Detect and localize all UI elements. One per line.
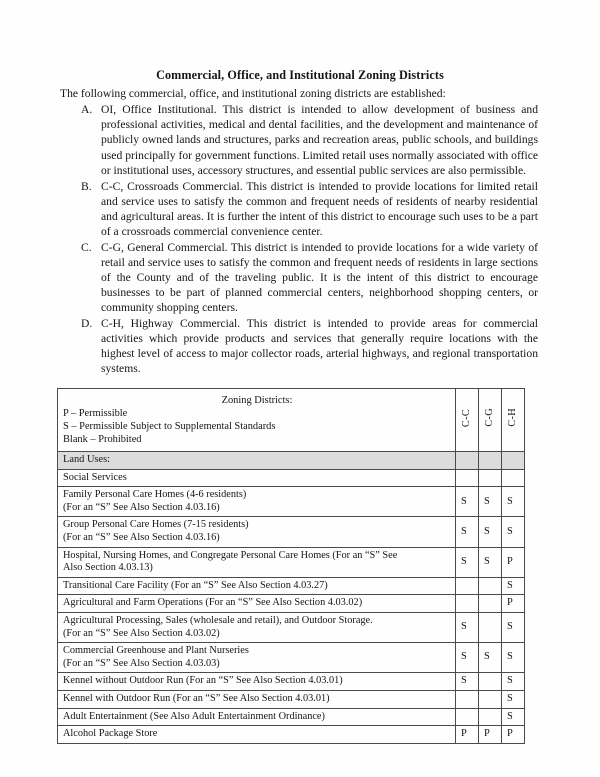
land-use-cell xyxy=(58,690,456,708)
permission-cell-ch: S xyxy=(502,690,525,708)
land-use-cell xyxy=(58,547,456,577)
permission-cell-cg xyxy=(479,708,502,726)
permission-cell-ch: S xyxy=(502,708,525,726)
district-marker: D. xyxy=(81,317,93,331)
permission-cell-cc: S xyxy=(456,613,479,643)
column-header-cg-label: C-G xyxy=(484,408,495,428)
permission-cell-cg: S xyxy=(479,643,502,673)
district-marker: B. xyxy=(81,179,92,193)
column-header-cc xyxy=(456,389,479,452)
header-title: Zoning Districts: xyxy=(221,394,293,406)
table-row xyxy=(58,517,525,547)
permission-cell-cc: S xyxy=(456,643,479,673)
table-row xyxy=(58,613,525,643)
section-cell-ch xyxy=(502,452,525,470)
land-use-cell xyxy=(58,643,456,673)
permission-cell-cg: P xyxy=(479,726,502,744)
land-use-line: (For an “S” See Also Section 4.03.16) xyxy=(63,532,220,544)
section-label: Land Uses: xyxy=(58,452,456,470)
permission-cell-cg: S xyxy=(479,487,502,517)
subsection-cell-cg xyxy=(479,469,502,487)
land-use-cell xyxy=(58,487,456,517)
permission-cell-cc: S xyxy=(456,673,479,691)
district-item xyxy=(60,316,538,376)
permission-cell-ch: S xyxy=(502,517,525,547)
table-row xyxy=(58,577,525,595)
intro-paragraph: The following commercial, office, and institutional zoning districts are established: xyxy=(60,87,446,101)
district-text: OI, Office Institutional. This district is intended to allow development of business and professional activities, medical and dental facilities, and the development and maintenance of publicly owned lands and structures, parks and recreation areas, public schools, and buildings used principally for government functions. Limited retail uses normally associated with office or institutional uses, accessory structures, and essential public services are also permissible. xyxy=(101,103,538,177)
land-use-cell xyxy=(58,726,456,744)
permission-cell-ch: S xyxy=(502,487,525,517)
land-use-line: Adult Entertainment (See Also Adult Entertainment Ordinance) xyxy=(63,710,325,722)
legend-line-p: P – Permissible xyxy=(63,407,128,419)
permission-cell-ch: S xyxy=(502,673,525,691)
land-use-line: Group Personal Care Homes (7-15 residents) xyxy=(63,519,249,531)
subsection-cell-cc xyxy=(456,469,479,487)
permission-cell-cg xyxy=(479,613,502,643)
permission-cell-cc: S xyxy=(456,487,479,517)
permission-cell-cc xyxy=(456,577,479,595)
land-use-line: Agricultural and Farm Operations (For an “S” See Also Section 4.03.02) xyxy=(63,597,363,609)
district-marker: A. xyxy=(81,103,93,117)
land-use-cell xyxy=(58,673,456,691)
permission-cell-ch: S xyxy=(502,613,525,643)
section-row-land-uses xyxy=(58,452,525,470)
district-text: C-G, General Commercial. This district is intended to provide locations for a wide variety of retail and service uses to satisfy the common and frequent needs of residents in large sections of the County and of the traveling public. It is the intent of this district to encourage businesses to be part of planned commercial centers, neighborhood shopping centers, or community shopping centers. xyxy=(101,240,538,315)
subsection-cell-ch xyxy=(502,469,525,487)
district-marker: C. xyxy=(81,240,92,254)
zoning-table xyxy=(57,388,525,744)
land-use-cell xyxy=(58,595,456,613)
land-use-line: (For an “S” See Also Section 4.03.16) xyxy=(63,501,220,513)
permission-cell-cg: S xyxy=(479,547,502,577)
land-use-line: Family Personal Care Homes (4-6 residents) xyxy=(63,489,247,501)
subsection-row-social-services xyxy=(58,469,525,487)
permission-cell-ch: P xyxy=(502,547,525,577)
district-text: C-H, Highway Commercial. This district is intended to provide areas for commercial activities which provide products and services that generally require locations with the highest level of access to major collector roads, arterial highways, and regional transportation systems. xyxy=(101,317,538,376)
permission-cell-cg xyxy=(479,673,502,691)
permission-cell-cg xyxy=(479,577,502,595)
permission-cell-cc: P xyxy=(456,726,479,744)
land-use-line: Transitional Care Facility (For an “S” See Also Section 4.03.27) xyxy=(63,579,328,591)
permission-cell-cc xyxy=(456,708,479,726)
district-item xyxy=(60,240,538,315)
land-use-line: (For an “S” See Also Section 4.03.03) xyxy=(63,657,220,669)
permission-cell-cc xyxy=(456,595,479,613)
permission-cell-ch: S xyxy=(502,643,525,673)
district-item xyxy=(60,179,538,239)
table-row xyxy=(58,547,525,577)
land-use-cell xyxy=(58,517,456,547)
land-use-line: (For an “S” See Also Section 4.03.02) xyxy=(63,627,220,639)
zoning-table-container xyxy=(57,388,524,744)
legend-line-blank: Blank – Prohibited xyxy=(63,434,142,446)
permission-cell-cc: S xyxy=(456,517,479,547)
column-header-ch xyxy=(502,389,525,452)
land-use-line: Kennel without Outdoor Run (For an “S” See Also Section 4.03.01) xyxy=(63,675,343,687)
districts-list xyxy=(0,102,600,376)
column-header-cc-label: C-C xyxy=(461,408,472,427)
table-row xyxy=(58,690,525,708)
permission-cell-ch: P xyxy=(502,726,525,744)
permission-cell-cg xyxy=(479,595,502,613)
legend-line-s: S – Permissible Subject to Supplemental Standards xyxy=(63,421,276,432)
land-use-line: Also Section 4.03.13) xyxy=(63,562,153,574)
table-row xyxy=(58,643,525,673)
land-use-line: Hospital, Nursing Homes, and Congregate Personal Care Homes (For an “S” See xyxy=(63,549,398,561)
land-use-line: Alcohol Package Store xyxy=(63,728,158,740)
column-header-cg xyxy=(479,389,502,452)
district-text: C-C, Crossroads Commercial. This district is intended to provide locations for limited retail and service uses to satisfy the common and frequent needs of residents of nearby residential and agricultural areas. It is further the intent of this district to encourage such uses to be a part of a crossroads commercial convenience center. xyxy=(101,179,538,238)
permission-cell-cc: S xyxy=(456,547,479,577)
permission-cell-cg: S xyxy=(479,517,502,547)
land-use-line: Commercial Greenhouse and Plant Nurseries xyxy=(63,645,249,657)
table-row xyxy=(58,708,525,726)
header-legend-cell xyxy=(58,389,456,452)
page-title: Commercial, Office, and Institutional Zoning Districts xyxy=(156,68,444,82)
permission-cell-cg xyxy=(479,690,502,708)
column-header-ch-label: C-H xyxy=(507,408,518,428)
table-row xyxy=(58,726,525,744)
land-use-line: Kennel with Outdoor Run (For an “S” See Also Section 4.03.01) xyxy=(63,692,330,704)
permission-cell-ch: S xyxy=(502,577,525,595)
table-row xyxy=(58,595,525,613)
land-use-cell xyxy=(58,577,456,595)
subsection-label: Social Services xyxy=(58,469,456,487)
table-row xyxy=(58,487,525,517)
district-item xyxy=(60,102,538,177)
land-use-cell xyxy=(58,708,456,726)
permission-cell-ch: P xyxy=(502,595,525,613)
land-use-cell xyxy=(58,613,456,643)
table-row xyxy=(58,673,525,691)
section-cell-cc xyxy=(456,452,479,470)
section-cell-cg xyxy=(479,452,502,470)
zoning-table-body xyxy=(58,389,525,744)
table-header-row xyxy=(58,389,525,452)
permission-cell-cc xyxy=(456,690,479,708)
land-use-line: Agricultural Processing, Sales (wholesale and retail), and Outdoor Storage. xyxy=(63,615,373,627)
